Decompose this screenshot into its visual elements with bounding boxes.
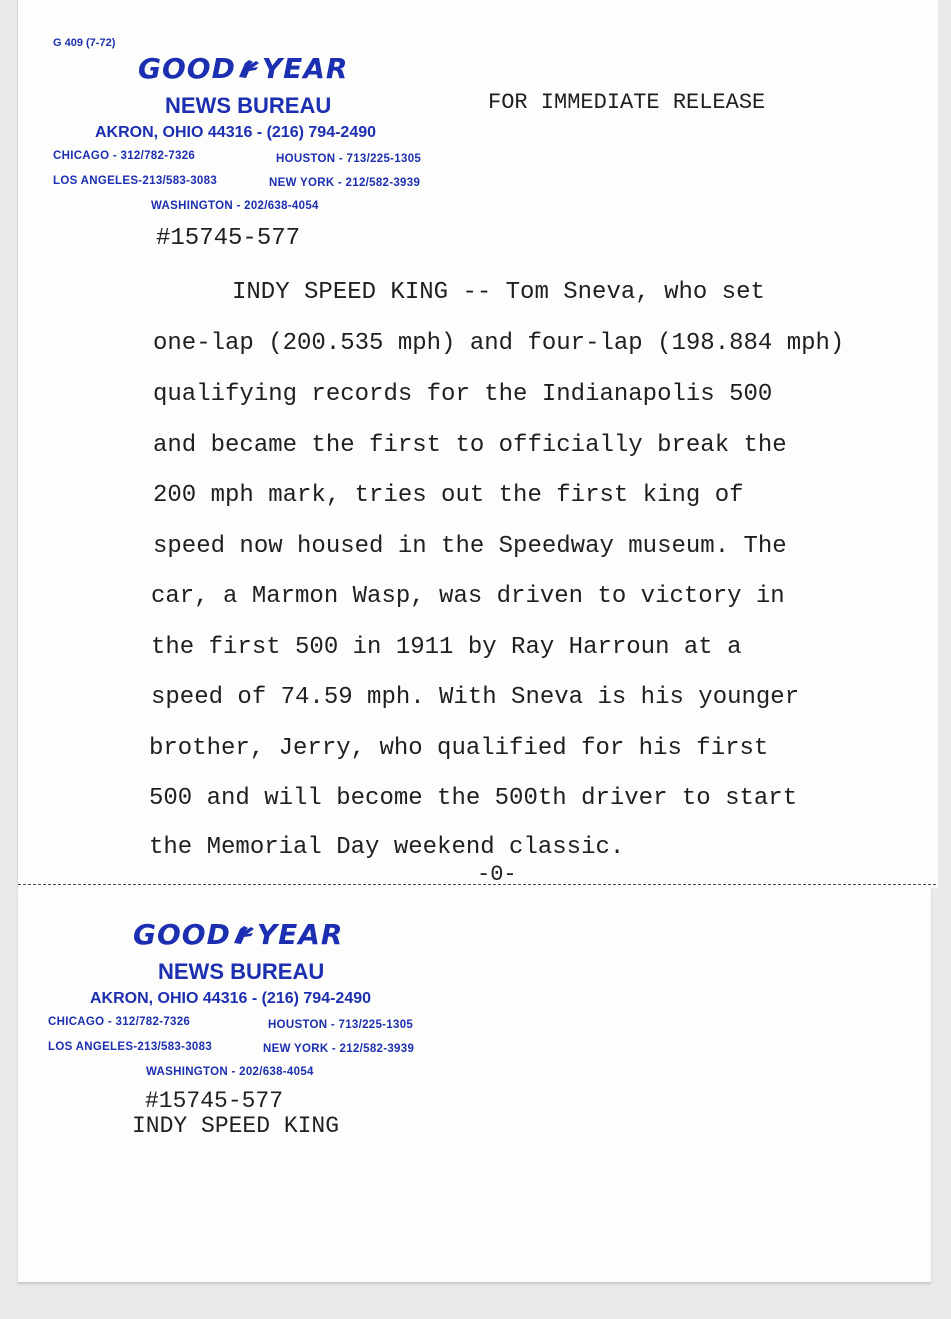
los-angeles-phone-stub: LOS ANGELES-213/583-3083 [48, 1041, 213, 1053]
akron-address-stub: AKRON, OHIO 44316 - (216) 794-2490 [90, 990, 372, 1007]
logo-text-left: GOOD [138, 52, 236, 85]
stub-title: INDY SPEED KING [132, 1113, 340, 1139]
logo-text-left: GOOD [133, 918, 231, 951]
goodyear-logo-stub [133, 918, 343, 951]
body-line: car, a Marmon Wasp, was driven to victory in [151, 583, 785, 610]
chicago-phone-stub: CHICAGO - 312/782-7326 [48, 1016, 191, 1028]
logo-text-right: YEAR [261, 52, 349, 85]
akron-address: AKRON, OHIO 44316 - (216) 794-2490 [95, 124, 377, 141]
goodyear-logo [138, 52, 348, 85]
body-line: the Memorial Day weekend classic. [149, 834, 625, 861]
body-line: 500 and will become the 500th driver to start [149, 785, 798, 812]
washington-phone-stub: WASHINGTON - 202/638-4054 [146, 1066, 314, 1078]
los-angeles-phone: LOS ANGELES-213/583-3083 [53, 175, 218, 187]
form-code: G 409 (7-72) [53, 37, 116, 49]
winged-foot-icon [231, 923, 257, 947]
chicago-phone: CHICAGO - 312/782-7326 [53, 150, 196, 162]
news-bureau-title-stub: NEWS BUREAU [158, 959, 325, 984]
body-line: the first 500 in 1911 by Ray Harroun at a [151, 634, 742, 661]
body-line: speed now housed in the Speedway museum. The [153, 533, 787, 560]
release-number: #15745-577 [156, 225, 301, 252]
houston-phone-stub: HOUSTON - 713/225-1305 [268, 1019, 414, 1031]
news-bureau-title: NEWS BUREAU [165, 93, 332, 118]
new-york-phone: NEW YORK - 212/582-3939 [269, 177, 421, 189]
body-line: and became the first to officially break the [153, 432, 787, 459]
new-york-phone-stub: NEW YORK - 212/582-3939 [263, 1043, 415, 1055]
stub-release-number: #15745-577 [145, 1088, 284, 1114]
body-line: 200 mph mark, tries out the first king of [153, 482, 744, 509]
end-mark: -0- [477, 862, 517, 887]
houston-phone: HOUSTON - 713/225-1305 [276, 153, 422, 165]
body-line: qualifying records for the Indianapolis 500 [153, 381, 773, 408]
body-line: speed of 74.59 mph. With Sneva is his younger [151, 684, 800, 711]
winged-foot-icon [236, 57, 262, 81]
release-heading: FOR IMMEDIATE RELEASE [488, 90, 766, 115]
logo-text-right: YEAR [256, 918, 344, 951]
body-line: brother, Jerry, who qualified for his first [149, 735, 769, 762]
body-line: one-lap (200.535 mph) and four-lap (198.884 mph) [153, 330, 845, 357]
body-line: INDY SPEED KING -- Tom Sneva, who set [232, 279, 765, 306]
washington-phone: WASHINGTON - 202/638-4054 [151, 200, 319, 212]
